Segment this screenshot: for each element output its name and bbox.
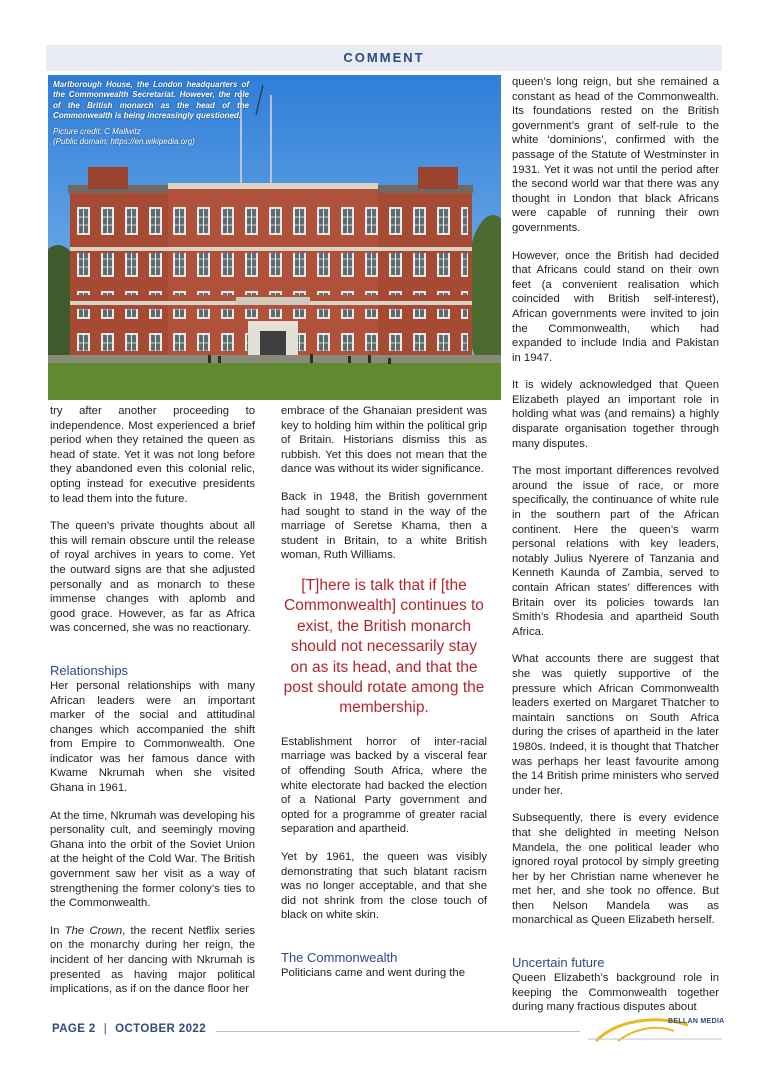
article-column-1 [50, 404, 255, 1010]
page-number: PAGE 2 [52, 1023, 96, 1035]
photo-caption [53, 80, 249, 147]
page-footer [52, 1023, 206, 1035]
subheading-relationships: Relationships [50, 662, 129, 678]
paragraph: Politicians came and went during the [281, 966, 465, 979]
paragraph: In The Crown, the recent Netflix series on the monarchy during her reign, the incident of her dancing with Nkrumah is presented as having major political implications, as if on the dance floor her [50, 924, 256, 996]
paragraph: embrace of the Ghanaian president was key to holding him within the political grip of Britain. Historians dismiss this as rubbish. Yet this does not mean that the dance was without its wider significance. [281, 405, 487, 476]
paragraph: try after another proceeding to independence. Most experienced a brief period when they retained the queen as head of state. Yet it was not long before they abandoned even this colonial relic, opting instead for executive presidents to lead them into the future. [50, 405, 255, 505]
pull-quote: [T]here is talk that if [the Commonwealth] continues to exist, the British monarch should not necessarily stay on as its head, and that the post should rotate among the membership. [283, 576, 485, 717]
section-title: COMMENT [343, 50, 425, 65]
paragraph: Her personal relationships with many African leaders were an important marker of the social and attitudinal changes which accompanied the shift from Empire to Commonwealth. One indicator was her famous dance with Kwame Nkrumah when she visited Ghana in 1961. [50, 679, 255, 795]
paragraph: Establishment horror of inter-racial marriage was backed by a visceral fear of offending South Africa, where the white electorate had backed the election of a National Party government and opted for a programme of greater racial separation and apartheid. [281, 735, 487, 836]
paragraph: However, once the British had decided that Africans could stand on their own feet (a convenient realisation which coincided with British self-interest), African governments were invited to join the Commonwealth, which had expanded to include India and Pakistan in 1947. [512, 249, 719, 364]
article-column-3 [512, 75, 719, 1028]
bellan-media-logo-icon [588, 1011, 722, 1045]
paragraph: What accounts there are suggest that she was quietly supportive of the pressure which African Commonwealth leaders exerted on Margaret Thatcher to maintain sanctions on South Africa during the crises of apartheid in the later 1980s. Indeed, it is thought that Thatcher was perhaps her least favourite among the 14 British prime ministers who served under her. [512, 653, 719, 797]
show-title: The Crown [64, 924, 123, 937]
logo-text: BELLAN MEDIA [668, 1018, 725, 1025]
footer-divider: | [103, 1023, 108, 1035]
caption-text: Marlborough House, the London headquarters of the Commonwealth Secretariat. However, the role of the British monarch as the head of the Commonwealth is being increasingly questioned. [53, 80, 249, 121]
credit-line-2: (Public domain; https://en.wikipedia.org) [53, 137, 195, 147]
subheading-uncertain-future: Uncertain future [512, 955, 605, 971]
paragraph: The queen’s private thoughts about all this will remain obscure until the release of royal archives in years to come. Yet the outward signs are that she adjusted personally and as monarch to these immense changes with aplomb and good grace. However, as far as Africa was concerned, she was no reactionary. [50, 520, 255, 635]
paragraph: Queen Elizabeth’s background role in keeping the Commonwealth together during many fractious disputes about [512, 972, 719, 1014]
subheading-commonwealth: The Commonwealth [281, 949, 398, 965]
paragraph: queen’s long reign, but she remained a constant as head of the Commonwealth. Its foundations rested on the British government’s grant of self-rule to the white ‘dominions’, confirmed with the passage of the Statute of Westminster in 1931. Yet it was not until the period after the second world war that there was any thought in London that black Africans were capable of running their own governments. [512, 76, 719, 234]
photo-credit [53, 127, 249, 148]
credit-line-1: Picture credit: C Mallwitz [53, 126, 141, 136]
paragraph: At the time, Nkrumah was developing his personality cult, and seemingly moving Ghana into the orbit of the Soviet Union at the height of the Cold War. The British government saw her visit as a way of strengthening the former colony’s ties to the Commonwealth. [50, 809, 255, 910]
paragraph: Subsequently, there is every evidence that she delighted in meeting Nelson Mandela, the one political leader who ignored royal protocol by simply greeting her by her Christian name whenever he met her, and she took no offence. But then Nelson Mandela was as monarchical as Queen Elizabeth herself. [512, 812, 719, 927]
footer-rule [216, 1031, 580, 1032]
paragraph: Back in 1948, the British government had sought to stand in the way of the marriage of Seretse Khama, then a student in Britain, to a white British woman, Ruth Williams. [281, 490, 487, 562]
article-column-2 [281, 404, 487, 994]
section-header-band [46, 45, 722, 71]
paragraph: Yet by 1961, the queen was visibly demonstrating that such blatant racism was no longer acceptable, and that she did not shrink from the close touch of black on white skin. [281, 850, 487, 922]
paragraph: The most important differences revolved around the issue of race, or more specifically, the continuance of white rule in the southern part of the African continent. Here the queen’s warm personal relations with key leaders, notably Julius Nyerere of Tanzania and Kenneth Kaunda of Zambia, served to contain African states’ differences with Britain over its policies towards Ian Smith’s Rhodesia and apartheid South Africa. [512, 465, 719, 638]
paragraph: It is widely acknowledged that Queen Elizabeth played an important role in holding what was (and remains) a highly disparate organisation together through many disputes. [512, 379, 719, 450]
issue-date: OCTOBER 2022 [115, 1023, 206, 1035]
